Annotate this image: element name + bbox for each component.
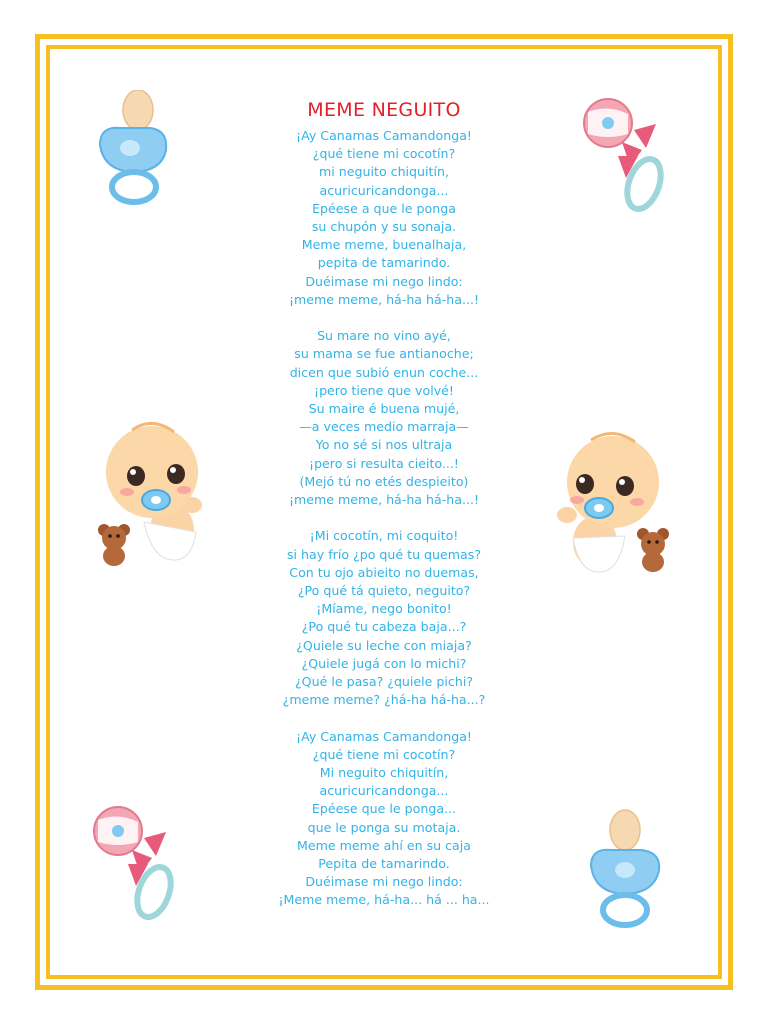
poem-line: mi neguito chiquitín, xyxy=(319,164,449,180)
poem-line: ¿Po qué tá quieto, neguito? xyxy=(297,583,471,599)
teddy-bear-icon xyxy=(98,524,130,566)
poem-line: Yo no sé si nos ultraja xyxy=(315,437,453,453)
poem-line: Su maire é buena mujé, xyxy=(308,401,460,417)
poem-line: Mi neguito chiquitín, xyxy=(319,765,449,781)
poem-line: Duéimase mi nego lindo: xyxy=(305,273,463,289)
poem-line: ¡Mi cocotín, mi coquito! xyxy=(309,528,459,544)
poem-line: Pepita de tamarindo. xyxy=(318,856,450,872)
poem-line: su mama se fue antianoche; xyxy=(294,346,474,362)
poem-line: ¡pero si resulta cieito...! xyxy=(309,455,459,471)
poem-line: ¡pero tiene que volvé! xyxy=(314,382,454,398)
baby-illustration xyxy=(92,410,207,570)
baby-illustration xyxy=(555,420,673,580)
poem-stanza xyxy=(184,728,584,910)
poem-line: ¡Ay Canamas Camandonga! xyxy=(296,728,472,744)
pacifier-icon xyxy=(90,90,170,210)
poem-line: si hay frío ¿po qué tu quemas? xyxy=(286,546,482,562)
poem-title: MEME NEGUITO xyxy=(307,98,461,121)
poem-line: ¡meme meme, há-ha há-ha...! xyxy=(288,291,480,307)
poem-line: Epéese que le ponga... xyxy=(311,801,457,817)
poem-line: ¿Po qué tu cabeza baja...? xyxy=(301,619,467,635)
poem-line: ¿meme meme? ¿há-ha há-ha...? xyxy=(282,692,486,708)
poem-stanza xyxy=(184,127,584,309)
poem-line: Duéimase mi nego lindo: xyxy=(305,874,463,890)
poem-line: ¡Míame, nego bonito! xyxy=(316,601,452,617)
poem-line: ¿Quiele su leche con miaja? xyxy=(296,637,472,653)
rattle-icon xyxy=(580,90,675,220)
poem-line: Meme meme ahí en su caja xyxy=(296,837,471,853)
poem-line: Meme meme, buenalhaja, xyxy=(301,237,467,253)
poem-line: que le ponga su motaja. xyxy=(307,819,461,835)
poem-line: su chupón y su sonaja. xyxy=(311,219,457,235)
rattle-icon xyxy=(90,798,185,928)
poem-line: ¡Ay Canamas Camandonga! xyxy=(296,128,472,143)
pacifier-icon xyxy=(585,808,665,933)
poem-line: ¡meme meme, há-ha há-ha...! xyxy=(288,492,480,508)
poem-line: Con tu ojo abieito no duemas, xyxy=(289,564,479,580)
poem-line: Epéese a que le ponga xyxy=(312,200,456,216)
poem-line: ¡Meme meme, há-ha... há ... ha... xyxy=(278,892,490,908)
poem-line: Su mare no vino ayé, xyxy=(317,328,451,344)
poem-line: acuricuricandonga... xyxy=(319,182,449,198)
poem-body xyxy=(184,127,584,928)
poem-line: (Mejó tú no etés despieito) xyxy=(299,473,469,489)
poem-line: acuricuricandonga... xyxy=(319,783,449,799)
poem-stanza xyxy=(184,327,584,509)
poem-line: ¿qué tiene mi cocotín? xyxy=(312,746,456,762)
poem-line: ¿Qué le pasa? ¿quiele pichi? xyxy=(295,674,473,690)
poem-line: ¿Quiele jugá con lo michi? xyxy=(301,655,467,671)
poem-line: —a veces medio marraja— xyxy=(299,419,469,435)
poem-line: dicen que subió enun coche... xyxy=(289,364,479,380)
teddy-bear-icon xyxy=(637,528,669,572)
poem-line: pepita de tamarindo. xyxy=(317,255,451,271)
poem-stanza xyxy=(184,527,584,709)
poem-line: ¿qué tiene mi cocotín? xyxy=(312,146,456,162)
